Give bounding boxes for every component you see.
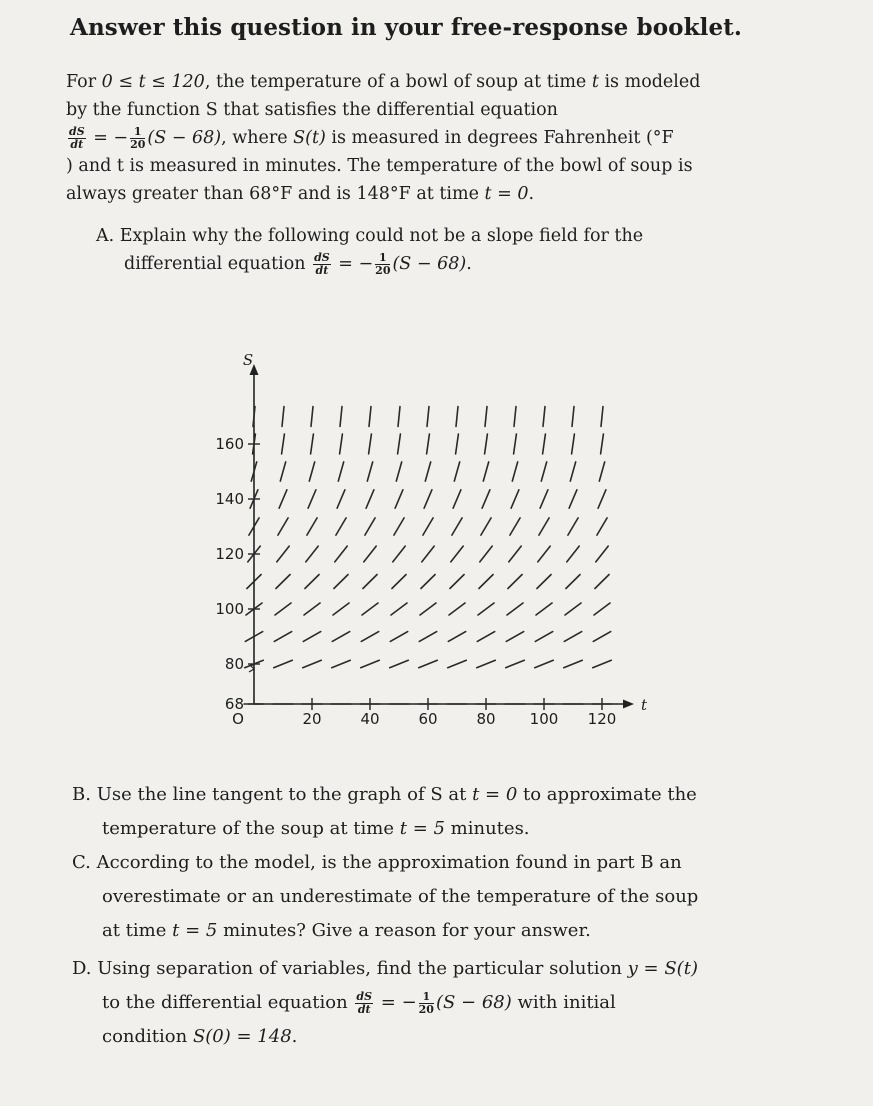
slope-mark	[306, 546, 318, 562]
slope-mark	[566, 575, 580, 589]
part-c: C. According to the model, is the approximation found in part B an overestimate or an underestimate of the temperature of the soup at time t = 5 minutes? Give a reason for your answer.	[72, 852, 699, 941]
slope-mark	[569, 490, 577, 508]
problem-statement	[66, 68, 766, 208]
slope-mark	[543, 407, 545, 427]
slope-mark	[395, 490, 403, 508]
slope-mark	[509, 546, 521, 562]
part-a-label: A.	[96, 226, 115, 246]
slope-mark	[337, 490, 345, 508]
x-tick-label-20: 20	[302, 710, 322, 728]
slope-mark	[282, 434, 285, 454]
slope-mark	[332, 660, 351, 667]
slope-mark	[362, 603, 378, 615]
slope-mark	[477, 632, 494, 642]
statement-line-3: $\frac{dS}{dt}$ = − $\frac{1}{20}$ (S − 68), where S(t) is measured in degrees Fahrenheit (°F	[69, 125, 674, 151]
slope-mark	[593, 660, 612, 667]
slope-mark	[454, 462, 459, 481]
slope-mark	[367, 462, 372, 481]
slope-mark	[334, 575, 348, 589]
slope-mark	[332, 632, 349, 642]
slope-mark	[340, 434, 343, 454]
slope-mark	[572, 407, 574, 427]
slope-mark	[340, 407, 342, 427]
slope-mark	[398, 407, 400, 427]
x-tick-label-120: 120	[587, 710, 617, 728]
y-axis-title: S	[242, 351, 254, 369]
slope-mark	[537, 575, 551, 589]
slope-mark	[568, 518, 578, 535]
x-tick-label-80: 80	[476, 710, 496, 728]
slope-mark	[506, 660, 525, 667]
part-c-label: C.	[72, 852, 91, 873]
slope-mark	[278, 518, 288, 535]
slope-mark	[449, 603, 465, 615]
part-d: D. Using separation of variables, find the particular solution y = S(t) to the differential equation $\frac{dS}{dt}$ = − $\frac{1}{20}$ (S − 68) with initial condition S(0) = 148.	[72, 958, 698, 1047]
slope-mark	[601, 407, 603, 427]
derivative-fraction-d: $\frac{dS}{dt}$	[356, 989, 373, 1016]
slope-mark	[282, 407, 284, 427]
slope-marks	[244, 407, 612, 704]
slope-mark	[564, 660, 583, 667]
slope-mark	[311, 407, 313, 427]
slope-mark	[540, 490, 548, 508]
slope-mark	[394, 518, 404, 535]
slope-mark	[506, 632, 523, 642]
slope-mark	[280, 462, 285, 481]
slope-mark	[369, 407, 371, 427]
slope-mark	[535, 660, 554, 667]
slope-mark	[420, 603, 436, 615]
slope-mark	[390, 660, 409, 667]
slope-mark	[307, 518, 317, 535]
y-tick-label-120: 120	[215, 545, 244, 563]
slope-mark	[423, 518, 433, 535]
slope-mark	[479, 575, 493, 589]
slope-mark	[452, 518, 462, 535]
slope-mark	[572, 434, 575, 454]
slope-mark	[279, 490, 287, 508]
slope-mark	[333, 603, 349, 615]
slope-mark	[480, 546, 492, 562]
slope-mark	[514, 434, 517, 454]
part-d-label: D.	[72, 958, 92, 979]
slope-mark	[448, 660, 467, 667]
derivative-fraction: $\frac{dS}{dt}$	[69, 125, 85, 151]
slope-mark	[593, 632, 610, 642]
slope-mark	[594, 603, 610, 615]
slope-mark	[393, 546, 405, 562]
statement-line-4: ) and t is measured in minutes. The temperature of the bowl of soup is	[66, 156, 693, 176]
slope-mark	[514, 407, 516, 427]
tick-group	[215, 435, 616, 728]
y-tick-label-100: 100	[215, 600, 244, 618]
slope-mark	[427, 434, 430, 454]
slope-mark	[274, 660, 293, 667]
slope-mark	[274, 632, 291, 642]
slope-mark	[390, 632, 407, 642]
slope-mark	[427, 407, 429, 427]
slope-mark	[477, 660, 496, 667]
slope-mark	[451, 546, 463, 562]
origin-label: O	[232, 710, 244, 728]
slope-mark	[485, 434, 488, 454]
part-a: A. Explain why the following could not be a slope field for the differential equation $\frac{dS}{dt}$ = − $\frac{1}{20}$ (S − 68).	[96, 226, 644, 277]
slope-mark	[311, 434, 314, 454]
slope-mark	[335, 546, 347, 562]
slope-mark	[598, 490, 606, 508]
slope-mark	[512, 462, 517, 481]
slope-mark	[482, 490, 490, 508]
coefficient-fraction: $\frac{1}{20}$	[130, 125, 146, 151]
y-tick-label-68: 68	[224, 695, 244, 713]
slope-mark	[601, 434, 604, 454]
y-tick-label-140: 140	[215, 490, 244, 508]
statement-line-1: For 0 ≤ t ≤ 120, the temperature of a bowl of soup at time t is modeled	[66, 72, 701, 92]
slope-mark	[336, 518, 346, 535]
slope-mark	[303, 660, 322, 667]
statement-line-5: always greater than 68°F and is 148°F at time t = 0.	[66, 184, 535, 204]
slope-mark	[275, 603, 291, 615]
slope-mark	[453, 490, 461, 508]
slope-mark	[305, 575, 319, 589]
statement-line-2: by the function S that satisfies the differential equation	[66, 100, 558, 120]
x-axis-arrow	[623, 700, 634, 709]
slope-mark	[456, 434, 459, 454]
x-tick-label-60: 60	[418, 710, 438, 728]
slope-mark	[277, 546, 289, 562]
instruction-heading: Answer this question in your free-response booklet.	[70, 14, 743, 41]
slope-mark	[597, 518, 607, 535]
slope-mark	[422, 546, 434, 562]
slope-mark	[304, 603, 320, 615]
slope-mark	[541, 462, 546, 481]
x-tick-label-40: 40	[360, 710, 380, 728]
slope-mark	[361, 632, 378, 642]
slope-mark	[564, 632, 581, 642]
slope-mark	[309, 462, 314, 481]
derivative-fraction-a: $\frac{dS}{dt}$	[314, 251, 330, 277]
slope-mark	[308, 490, 316, 508]
slope-mark	[421, 575, 435, 589]
slope-mark	[396, 462, 401, 481]
slope-mark	[338, 462, 343, 481]
slope-mark	[565, 603, 581, 615]
y-tick-label-160: 160	[215, 435, 244, 453]
slope-mark	[398, 434, 401, 454]
slope-mark	[538, 546, 550, 562]
y-tick-label-80: 80	[224, 655, 244, 673]
slope-mark	[276, 575, 290, 589]
slope-mark	[419, 660, 438, 667]
x-axis-title: t	[641, 696, 648, 714]
slope-mark	[536, 603, 552, 615]
slope-mark	[539, 518, 549, 535]
slope-mark	[510, 518, 520, 535]
slope-field-chart	[0, 340, 873, 760]
slope-mark	[595, 575, 609, 589]
slope-mark	[511, 490, 519, 508]
slope-mark	[364, 546, 376, 562]
chart-axes	[249, 364, 634, 709]
part-b: B. Use the line tangent to the graph of S at t = 0 to approximate the temperature of the soup at time t = 5 minutes.	[72, 784, 697, 839]
slope-mark	[361, 660, 380, 667]
slope-mark	[366, 490, 374, 508]
slope-mark	[448, 632, 465, 642]
part-b-label: B.	[72, 784, 91, 805]
slope-mark	[485, 407, 487, 427]
slope-mark	[303, 632, 320, 642]
x-tick-label-100: 100	[529, 710, 559, 728]
slope-mark	[567, 546, 579, 562]
slope-mark	[599, 462, 604, 481]
slope-mark	[450, 575, 464, 589]
slope-mark	[596, 546, 608, 562]
slope-mark	[481, 518, 491, 535]
slope-mark	[483, 462, 488, 481]
slope-mark	[365, 518, 375, 535]
slope-mark	[391, 603, 407, 615]
time-domain: 0 ≤ t ≤ 120	[101, 72, 205, 92]
slope-mark	[507, 603, 523, 615]
slope-mark	[508, 575, 522, 589]
slope-mark	[478, 603, 494, 615]
slope-mark	[424, 490, 432, 508]
slope-mark	[425, 462, 430, 481]
slope-mark	[419, 632, 436, 642]
slope-mark	[369, 434, 372, 454]
slope-mark	[456, 407, 458, 427]
slope-mark	[535, 632, 552, 642]
slope-mark	[543, 434, 546, 454]
slope-mark	[570, 462, 575, 481]
slope-mark	[363, 575, 377, 589]
slope-mark	[392, 575, 406, 589]
